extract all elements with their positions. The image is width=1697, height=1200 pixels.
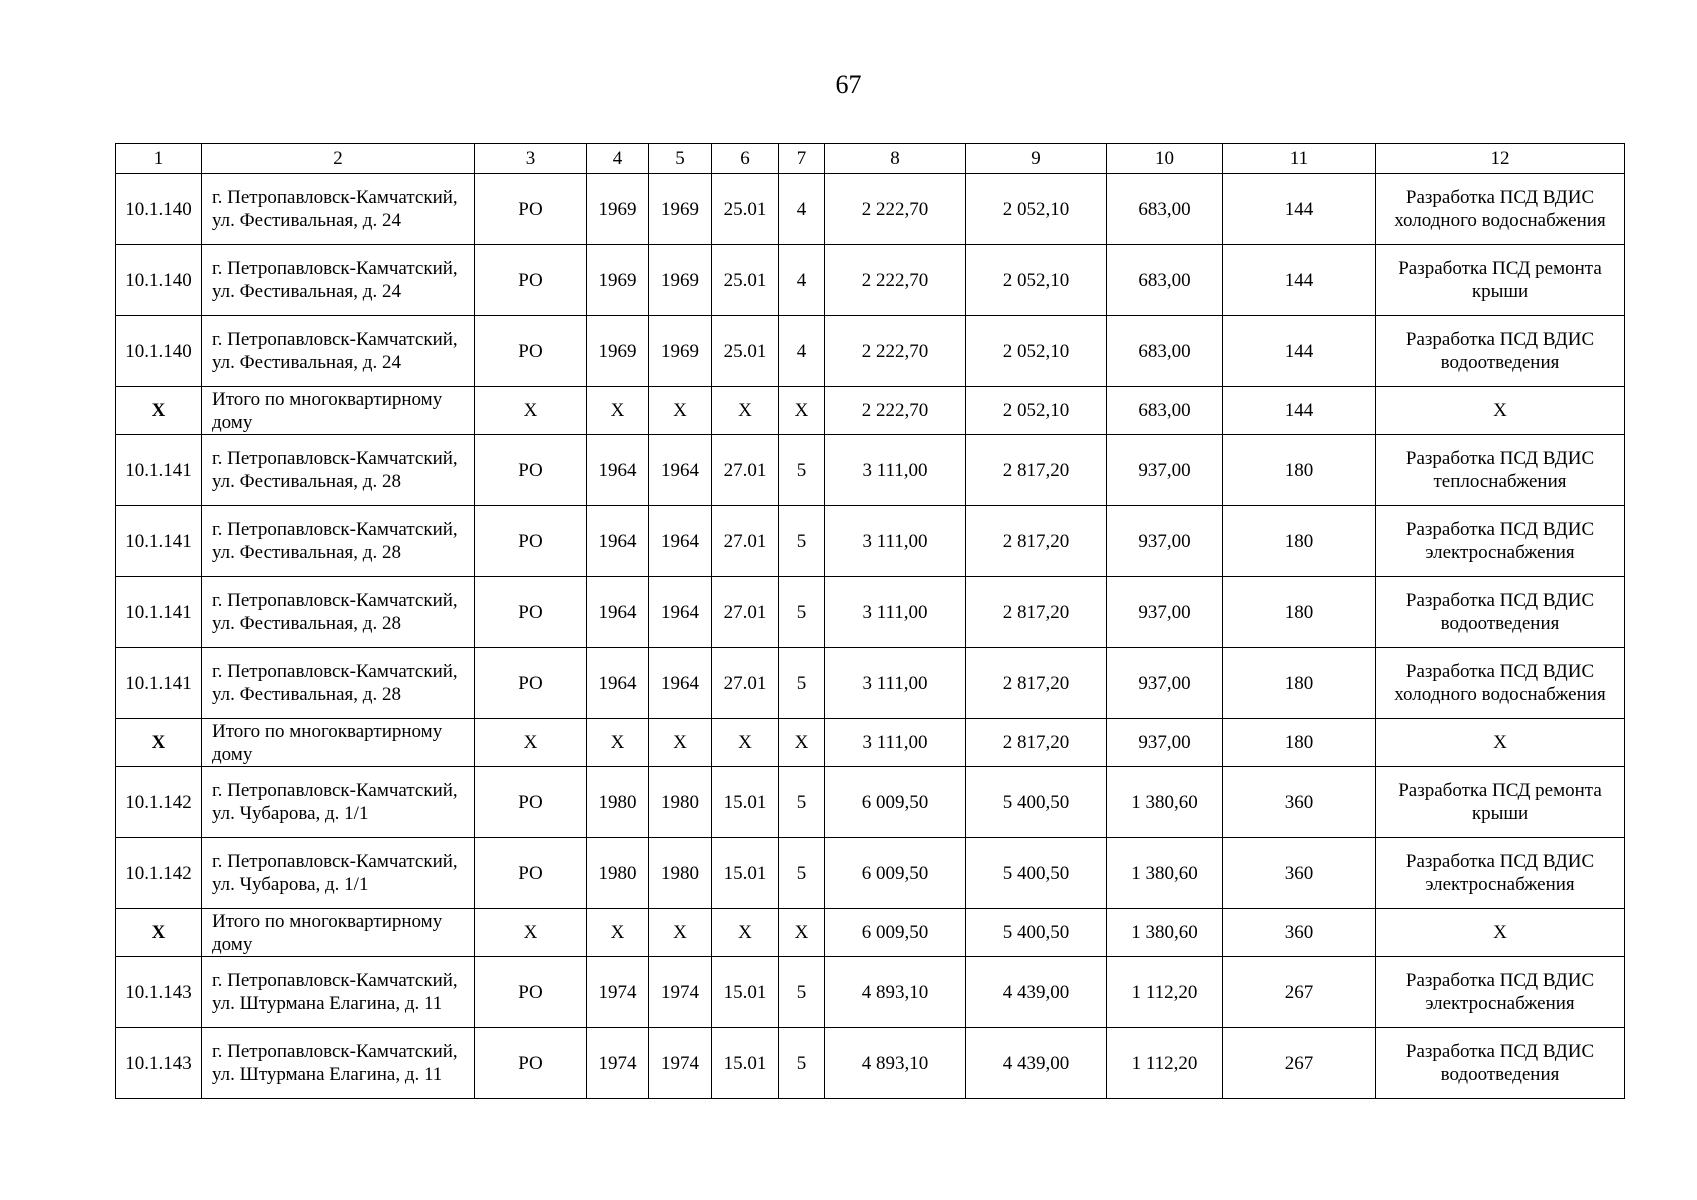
owner-method-cell: РО [475,838,587,909]
residential-area-cell: 2 817,20 [966,648,1107,719]
address-cell: г. Петропавловск-Камчатский, ул. Штурмана Елагина, д. 11 [202,1028,475,1099]
table-body [116,174,1625,1099]
wall-material-cell: 27.01 [712,435,779,506]
work-type-cell: Разработка ПСД ВДИС холодного водоснабжения [1376,174,1625,245]
total-area-cell: 3 111,00 [825,577,966,648]
owner-method-cell: РО [475,767,587,838]
commission-year-cell: 1980 [649,838,712,909]
residential-area-cell: 2 817,20 [966,577,1107,648]
total-row [116,719,1625,767]
column-header: 1 [116,144,202,174]
work-type-cell: Х [1376,387,1625,435]
page-number: 67 [835,70,862,99]
table-row [116,174,1625,245]
residents-count-cell: 267 [1223,957,1376,1028]
work-type-cell: Разработка ПСД ВДИС электроснабжения [1376,957,1625,1028]
residential-area-cell: 5 400,50 [966,767,1107,838]
column-header: 3 [475,144,587,174]
work-type-cell: Разработка ПСД ремонта крыши [1376,767,1625,838]
wall-material-cell: 27.01 [712,648,779,719]
address-cell: г. Петропавловск-Камчатский, ул. Фестивальная, д. 28 [202,577,475,648]
column-header: 9 [966,144,1107,174]
residents-count-cell: 180 [1223,577,1376,648]
address-cell: г. Петропавловск-Камчатский, ул. Фестивальная, д. 24 [202,174,475,245]
residents-count-cell: 267 [1223,1028,1376,1099]
total-area-cell: 6 009,50 [825,909,966,957]
owner-method-cell: РО [475,245,587,316]
item-number-cell: Х [116,909,202,957]
residents-count-cell: 144 [1223,245,1376,316]
owner-method-cell: РО [475,506,587,577]
total-row [116,909,1625,957]
build-year-cell: 1980 [587,767,649,838]
total-area-cell: 2 222,70 [825,387,966,435]
residents-count-cell: 144 [1223,316,1376,387]
column-header: 7 [779,144,825,174]
table-row [116,435,1625,506]
work-type-cell: Разработка ПСД ВДИС водоотведения [1376,316,1625,387]
wall-material-cell: 15.01 [712,1028,779,1099]
non-residential-area-cell: 1 112,20 [1107,957,1223,1028]
floors-cell: Х [779,387,825,435]
floors-cell: 5 [779,767,825,838]
owner-method-cell: РО [475,1028,587,1099]
commission-year-cell: 1964 [649,577,712,648]
address-cell: г. Петропавловск-Камчатский, ул. Фестивальная, д. 28 [202,506,475,577]
commission-year-cell: 1964 [649,435,712,506]
residents-count-cell: 180 [1223,648,1376,719]
total-area-cell: 2 222,70 [825,245,966,316]
residential-area-cell: 2 052,10 [966,387,1107,435]
residential-area-cell: 2 052,10 [966,316,1107,387]
floors-cell: 5 [779,435,825,506]
residents-count-cell: 144 [1223,174,1376,245]
table-row [116,245,1625,316]
address-cell: г. Петропавловск-Камчатский, ул. Чубарова, д. 1/1 [202,767,475,838]
commission-year-cell: Х [649,719,712,767]
total-area-cell: 2 222,70 [825,316,966,387]
owner-method-cell: РО [475,577,587,648]
wall-material-cell: Х [712,909,779,957]
non-residential-area-cell: 937,00 [1107,719,1223,767]
build-year-cell: 1969 [587,316,649,387]
commission-year-cell: 1969 [649,316,712,387]
commission-year-cell: 1974 [649,957,712,1028]
table-row [116,957,1625,1028]
wall-material-cell: 25.01 [712,245,779,316]
non-residential-area-cell: 937,00 [1107,577,1223,648]
table-row [116,577,1625,648]
build-year-cell: 1964 [587,506,649,577]
item-number-cell: Х [116,387,202,435]
build-year-cell: 1964 [587,648,649,719]
item-number-cell: 10.1.141 [116,648,202,719]
address-cell: г. Петропавловск-Камчатский, ул. Штурмана Елагина, д. 11 [202,957,475,1028]
residents-count-cell: 144 [1223,387,1376,435]
non-residential-area-cell: 683,00 [1107,245,1223,316]
non-residential-area-cell: 683,00 [1107,316,1223,387]
residents-count-cell: 180 [1223,435,1376,506]
column-header: 5 [649,144,712,174]
build-year-cell: Х [587,387,649,435]
address-cell: г. Петропавловск-Камчатский, ул. Фестивальная, д. 28 [202,435,475,506]
total-area-cell: 3 111,00 [825,648,966,719]
floors-cell: 5 [779,838,825,909]
floors-cell: Х [779,719,825,767]
commission-year-cell: 1969 [649,245,712,316]
item-number-cell: 10.1.140 [116,245,202,316]
column-header: 12 [1376,144,1625,174]
work-type-cell: Разработка ПСД ВДИС теплоснабжения [1376,435,1625,506]
work-type-cell: Х [1376,719,1625,767]
non-residential-area-cell: 937,00 [1107,435,1223,506]
non-residential-area-cell: 937,00 [1107,506,1223,577]
item-number-cell: 10.1.141 [116,577,202,648]
residential-area-cell: 2 817,20 [966,506,1107,577]
residents-count-cell: 360 [1223,767,1376,838]
item-number-cell: Х [116,719,202,767]
floors-cell: 5 [779,506,825,577]
residential-area-cell: 2 052,10 [966,245,1107,316]
item-number-cell: 10.1.141 [116,435,202,506]
work-type-cell: Х [1376,909,1625,957]
wall-material-cell: 25.01 [712,174,779,245]
column-header: 10 [1107,144,1223,174]
table-row [116,648,1625,719]
total-area-cell: 6 009,50 [825,838,966,909]
floors-cell: 5 [779,648,825,719]
residential-area-cell: 5 400,50 [966,838,1107,909]
address-cell: Итого по многоквартирному дому [202,719,475,767]
wall-material-cell: Х [712,719,779,767]
wall-material-cell: 27.01 [712,577,779,648]
work-type-cell: Разработка ПСД ВДИС электроснабжения [1376,838,1625,909]
owner-method-cell: РО [475,435,587,506]
column-header: 11 [1223,144,1376,174]
table-row [116,316,1625,387]
owner-method-cell: Х [475,387,587,435]
build-year-cell: 1980 [587,838,649,909]
floors-cell: 4 [779,174,825,245]
item-number-cell: 10.1.143 [116,957,202,1028]
address-cell: г. Петропавловск-Камчатский, ул. Фестивальная, д. 24 [202,245,475,316]
non-residential-area-cell: 683,00 [1107,174,1223,245]
column-header: 6 [712,144,779,174]
owner-method-cell: РО [475,174,587,245]
wall-material-cell: 15.01 [712,957,779,1028]
build-year-cell: Х [587,719,649,767]
residential-area-cell: 2 817,20 [966,435,1107,506]
non-residential-area-cell: 1 380,60 [1107,767,1223,838]
owner-method-cell: РО [475,648,587,719]
item-number-cell: 10.1.141 [116,506,202,577]
wall-material-cell: 15.01 [712,838,779,909]
address-cell: Итого по многоквартирному дому [202,387,475,435]
work-type-cell: Разработка ПСД ВДИС холодного водоснабжения [1376,648,1625,719]
item-number-cell: 10.1.140 [116,316,202,387]
commission-year-cell: Х [649,387,712,435]
residents-count-cell: 360 [1223,838,1376,909]
column-number-row [116,144,1625,174]
item-number-cell: 10.1.140 [116,174,202,245]
column-header: 2 [202,144,475,174]
owner-method-cell: Х [475,909,587,957]
address-cell: Итого по многоквартирному дому [202,909,475,957]
residents-count-cell: 360 [1223,909,1376,957]
column-header: 4 [587,144,649,174]
build-year-cell: 1969 [587,174,649,245]
repair-program-table [115,143,1625,1099]
build-year-cell: Х [587,909,649,957]
floors-cell: 5 [779,957,825,1028]
total-area-cell: 2 222,70 [825,174,966,245]
wall-material-cell: 15.01 [712,767,779,838]
owner-method-cell: РО [475,316,587,387]
commission-year-cell: 1974 [649,1028,712,1099]
table-row [116,767,1625,838]
column-header: 8 [825,144,966,174]
residential-area-cell: 4 439,00 [966,1028,1107,1099]
build-year-cell: 1969 [587,245,649,316]
wall-material-cell: 25.01 [712,316,779,387]
build-year-cell: 1964 [587,435,649,506]
residential-area-cell: 5 400,50 [966,909,1107,957]
non-residential-area-cell: 1 380,60 [1107,909,1223,957]
work-type-cell: Разработка ПСД ВДИС электроснабжения [1376,506,1625,577]
total-area-cell: 3 111,00 [825,719,966,767]
item-number-cell: 10.1.143 [116,1028,202,1099]
table-row [116,506,1625,577]
commission-year-cell: 1980 [649,767,712,838]
wall-material-cell: 27.01 [712,506,779,577]
owner-method-cell: РО [475,957,587,1028]
work-type-cell: Разработка ПСД ремонта крыши [1376,245,1625,316]
residential-area-cell: 2 817,20 [966,719,1107,767]
floors-cell: 4 [779,316,825,387]
total-row [116,387,1625,435]
non-residential-area-cell: 1 112,20 [1107,1028,1223,1099]
total-area-cell: 3 111,00 [825,435,966,506]
table-row [116,1028,1625,1099]
table-row [116,838,1625,909]
total-area-cell: 6 009,50 [825,767,966,838]
residential-area-cell: 2 052,10 [966,174,1107,245]
wall-material-cell: Х [712,387,779,435]
build-year-cell: 1964 [587,577,649,648]
item-number-cell: 10.1.142 [116,838,202,909]
residential-area-cell: 4 439,00 [966,957,1107,1028]
owner-method-cell: Х [475,719,587,767]
build-year-cell: 1974 [587,1028,649,1099]
commission-year-cell: 1969 [649,174,712,245]
total-area-cell: 4 893,10 [825,957,966,1028]
build-year-cell: 1974 [587,957,649,1028]
work-type-cell: Разработка ПСД ВДИС водоотведения [1376,1028,1625,1099]
residents-count-cell: 180 [1223,719,1376,767]
non-residential-area-cell: 1 380,60 [1107,838,1223,909]
address-cell: г. Петропавловск-Камчатский, ул. Фестивальная, д. 24 [202,316,475,387]
non-residential-area-cell: 683,00 [1107,387,1223,435]
commission-year-cell: Х [649,909,712,957]
total-area-cell: 4 893,10 [825,1028,966,1099]
residents-count-cell: 180 [1223,506,1376,577]
commission-year-cell: 1964 [649,506,712,577]
item-number-cell: 10.1.142 [116,767,202,838]
address-cell: г. Петропавловск-Камчатский, ул. Фестивальная, д. 28 [202,648,475,719]
work-type-cell: Разработка ПСД ВДИС водоотведения [1376,577,1625,648]
floors-cell: Х [779,909,825,957]
floors-cell: 5 [779,1028,825,1099]
total-area-cell: 3 111,00 [825,506,966,577]
floors-cell: 4 [779,245,825,316]
non-residential-area-cell: 937,00 [1107,648,1223,719]
address-cell: г. Петропавловск-Камчатский, ул. Чубарова, д. 1/1 [202,838,475,909]
floors-cell: 5 [779,577,825,648]
commission-year-cell: 1964 [649,648,712,719]
